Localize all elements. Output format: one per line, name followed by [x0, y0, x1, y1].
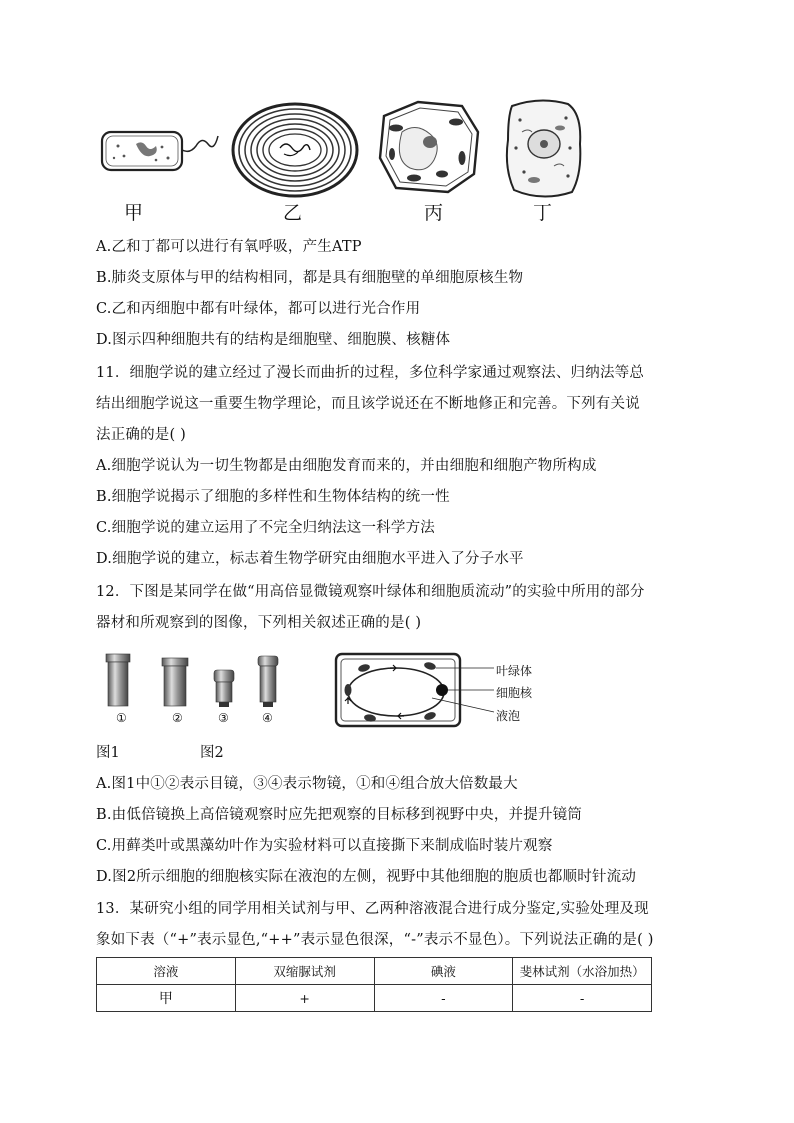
q12-option-d: D.图2所示细胞的细胞核实际在液泡的左侧，视野中其他细胞的胞质也都顺时针流动 — [96, 869, 637, 885]
cell-bing-plant — [380, 102, 478, 192]
table-header-cell: 斐林试剂（水浴加热） — [513, 958, 652, 985]
q10-option-c: C.乙和丙细胞中都有叶绿体，都可以进行光合作用 — [96, 301, 421, 317]
q10-option-d: D.图示四种细胞共有的结构是细胞壁、细胞膜、核糖体 — [96, 332, 451, 348]
cell-jia-bacterium — [102, 132, 218, 170]
q11-option-d: D.细胞学说的建立，标志着生物学研究由细胞水平进入了分子水平 — [96, 551, 524, 567]
table-cell: + — [235, 985, 374, 1012]
q11-option-b: B.细胞学说揭示了细胞的多样性和生物体结构的统一性 — [96, 489, 450, 505]
q12-stem-line-2: 器材和所观察到的图像，下列相关叙述正确的是( ) — [96, 615, 422, 631]
annotation-chloroplast: 叶绿体 — [496, 664, 533, 678]
label-ding: 丁 — [533, 202, 553, 224]
q10-option-b: B.肺炎支原体与甲的结构相同，都是具有细胞壁的单细胞原核生物 — [96, 270, 524, 286]
figure-2-caption: 图2 — [200, 745, 224, 761]
q13-stem-line-2: 象如下表（“+”表示显色,“++”表示显色很深，“-”表示不显色）。下列说法正确的是( ) — [96, 932, 654, 948]
table-cell: - — [513, 985, 652, 1012]
annotation-nucleus: 细胞核 — [496, 686, 533, 700]
lens-number-1: ① — [116, 711, 127, 725]
q11-stem-line-1: 11．细胞学说的建立经过了漫长而曲折的过程，多位科学家通过观察法、归纳法等总 — [96, 365, 645, 381]
q12-option-b: B.由低倍镜换上高倍镜观察时应先把观察的目标移到视野中央，并提升镜筒 — [96, 807, 583, 823]
q11-option-a: A.细胞学说认为一切生物都是由细胞发育而来的，并由细胞和细胞产物所构成 — [96, 458, 597, 474]
table-header-row — [97, 958, 652, 985]
q13-result-table — [96, 957, 652, 1012]
lens-number-2: ② — [172, 711, 183, 725]
table-header-cell: 溶液 — [97, 958, 236, 985]
table-row — [97, 985, 652, 1012]
lens-3-objective — [214, 670, 234, 707]
figure-1-caption: 图1 — [96, 745, 120, 761]
q12-option-c: C.用藓类叶或黑藻幼叶作为实验材料可以直接撕下来制成临时装片观察 — [96, 838, 553, 854]
cell-type-figure — [96, 92, 616, 204]
q12-option-a: A.图1中①②表示目镜，③④表示物镜，①和④组合放大倍数最大 — [96, 776, 518, 792]
table-cell: 甲 — [97, 985, 236, 1012]
label-bing: 丙 — [424, 202, 444, 224]
lens-number-3: ③ — [218, 711, 229, 725]
q11-option-c: C.细胞学说的建立运用了不完全归纳法这一科学方法 — [96, 520, 435, 536]
label-yi: 乙 — [283, 202, 303, 224]
q12-stem-line-1: 12．下图是某同学在做“用高倍显微镜观察叶绿体和细胞质流动”的实验中所用的部分 — [96, 584, 645, 600]
lens-number-4: ④ — [262, 711, 273, 725]
q10-option-a: A.乙和丁都可以进行有氧呼吸，产生ATP — [96, 239, 362, 255]
label-jia: 甲 — [124, 202, 144, 224]
lens-1-eyepiece — [106, 654, 130, 706]
table-cell: - — [374, 985, 513, 1012]
annotation-vacuole: 液泡 — [496, 709, 521, 723]
figure-2-cell-streaming — [334, 652, 504, 730]
table-header-cell: 双缩脲试剂 — [235, 958, 374, 985]
q11-stem-line-2: 结出细胞学说这一重要生物学理论，而且该学说还在不断地修正和完善。下列有关说 — [96, 396, 640, 412]
lens-2-eyepiece — [162, 658, 188, 706]
table-header-cell: 碘液 — [374, 958, 513, 985]
cell-ding-animal — [507, 100, 580, 196]
lens-4-objective — [258, 656, 278, 707]
q11-stem-line-3: 法正确的是( ) — [96, 427, 187, 443]
cell-yi — [233, 104, 357, 196]
q13-stem-line-1: 13．某研究小组的同学用相关试剂与甲、乙两种溶液混合进行成分鉴定,实验处理及现 — [96, 901, 649, 917]
